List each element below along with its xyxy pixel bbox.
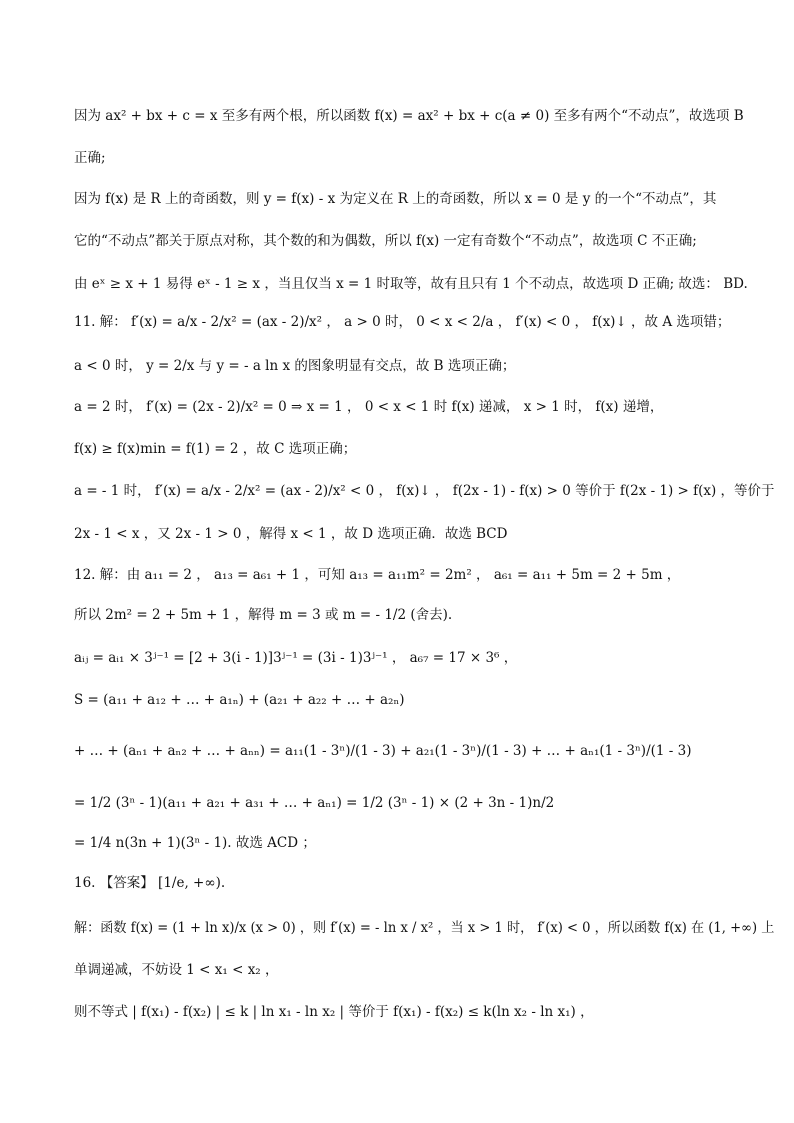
q16-answer: 16. 【答案】 [1/e, +∞).: [74, 875, 226, 891]
q12-line-2: 所以 2m² = 2 + 5m + 1 ，解得 m = 3 或 m = - 1/2 (舍去).: [74, 607, 453, 623]
q16-line-1: 解：函数 f(x) = (1 + ln x)/x (x > 0) ，则 f′(x) = - ln x / x² ，当 x > 1 时， f′(x) < 0 ，所以函数 f(x) 在 (1, +∞) 上: [74, 920, 775, 936]
q12-line-7: = 1/4 n(3n + 1)(3ⁿ - 1). 故选 ACD ；: [74, 835, 316, 851]
q16-line-2: 单调递减，不妨设 1 < x₁ < x₂ ，: [74, 962, 279, 978]
q11-line-6: 2x - 1 < x ，又 2x - 1 > 0 ，解得 x < 1 ，故 D 选项正确．故选 BCD: [74, 526, 508, 542]
q11-line-5: a = - 1 时， f′(x) = a/x - 2/x² = (ax - 2)/x² < 0 ， f(x)↓ ， f(2x - 1) - f(x) > 0 等价于 f(2x - 1) > f(x) ，等价于: [74, 483, 775, 499]
q11-line-4: f(x) ≥ f(x)min = f(1) = 2 ，故 C 选项正确；: [74, 441, 357, 457]
q12-line-6: = 1/2 (3ⁿ - 1)(a₁₁ + a₂₁ + a₃₁ + … + aₙ₁) = 1/2 (3ⁿ - 1) × (2 + 3n - 1)n/2: [74, 795, 555, 811]
text-line-4: 它的“不动点”都关于原点对称，其个数的和为偶数，所以 f(x) 一定有奇数个“不动点”，故选项 C 不正确;: [74, 233, 697, 249]
text-line-1: 因为 ax² + bx + c = x 至多有两个根，所以函数 f(x) = ax² + bx + c(a ≠ 0) 至多有两个“不动点”，故选项 B: [74, 108, 744, 124]
q11-line-3: a = 2 时， f′(x) = (2x - 2)/x² = 0 ⇒ x = 1 ， 0 < x < 1 时 f(x) 递减， x > 1 时， f(x) 递增，: [74, 399, 664, 415]
q12-line-5: + … + (aₙ₁ + aₙ₂ + … + aₙₙ) = a₁₁(1 - 3ⁿ)/(1 - 3) + a₂₁(1 - 3ⁿ)/(1 - 3) + … + aₙ₁(1 - 3ⁿ)/(1 - 3): [74, 743, 692, 759]
q11-line-1: 11. 解： f′(x) = a/x - 2/x² = (ax - 2)/x² ， a > 0 时， 0 < x < 2/a ， f′(x) < 0 ， f(x)↓ ，故 A 选项错；: [74, 314, 731, 330]
q16-line-3: 则不等式 | f(x₁) - f(x₂) | ≤ k | ln x₁ - ln x₂ | 等价于 f(x₁) - f(x₂) ≤ k(ln x₂ - ln x₁) ，: [74, 1004, 594, 1020]
text-line-3: 因为 f(x) 是 R 上的奇函数，则 y = f(x) - x 为定义在 R 上的奇函数，所以 x = 0 是 y 的一个“不动点”，其: [74, 191, 717, 207]
text-line-2: 正确;: [74, 150, 106, 166]
q12-line-4: S = (a₁₁ + a₁₂ + … + a₁ₙ) + (a₂₁ + a₂₂ + … + a₂ₙ): [74, 692, 405, 708]
q12-line-3: aᵢⱼ = aᵢ₁ × 3ʲ⁻¹ = [2 + 3(i - 1)]3ʲ⁻¹ = (3i - 1)3ʲ⁻¹ ， a₆₇ = 17 × 3⁶ ，: [74, 650, 518, 666]
text-line-5: 由 eˣ ≥ x + 1 易得 eˣ - 1 ≥ x ，当且仅当 x = 1 时取等，故有且只有 1 个不动点，故选项 D 正确; 故选： BD.: [74, 276, 748, 292]
q11-line-2: a < 0 时， y = 2/x 与 y = - a ln x 的图象明显有交点，故 B 选项正确；: [74, 358, 516, 374]
q12-line-1: 12. 解：由 a₁₁ = 2 ， a₁₃ = a₆₁ + 1 ，可知 a₁₃ = a₁₁m² = 2m² ， a₆₁ = a₁₁ + 5m = 2 + 5m ，: [74, 567, 681, 583]
